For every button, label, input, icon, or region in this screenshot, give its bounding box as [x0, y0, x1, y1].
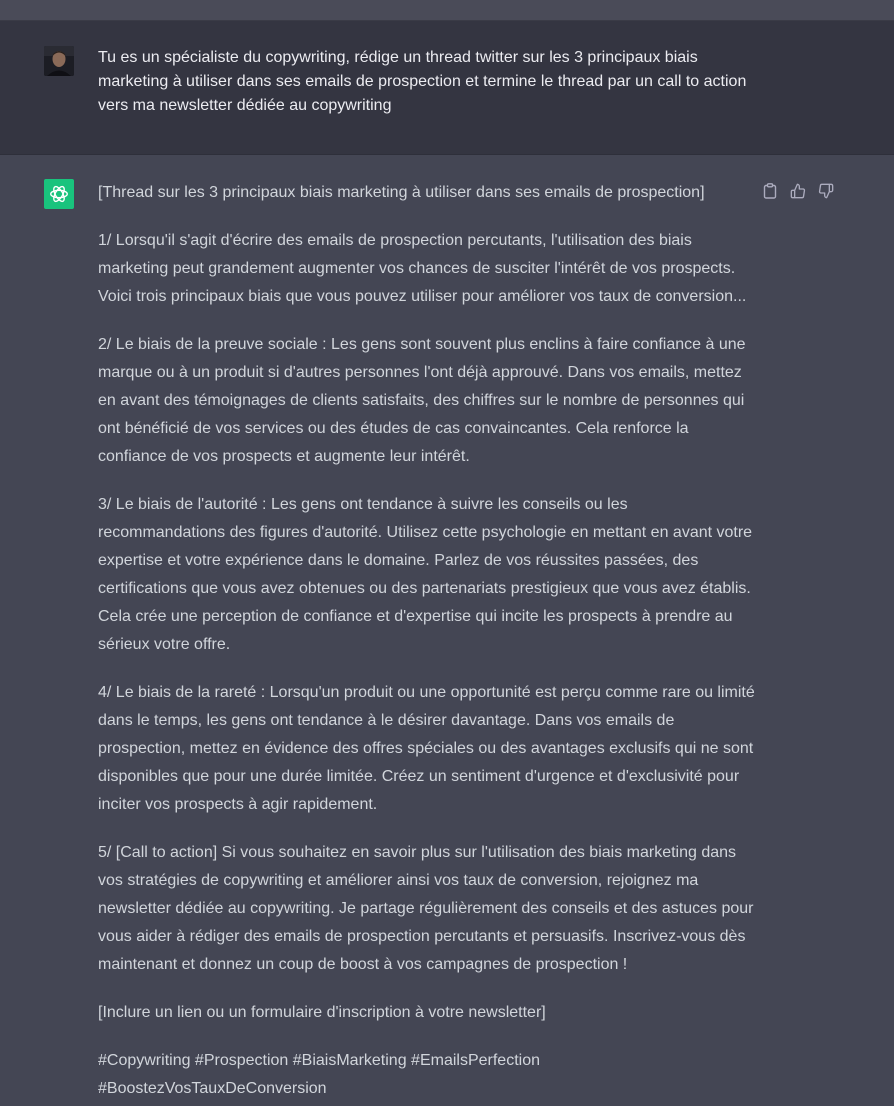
message-actions — [760, 181, 836, 201]
thread-item-4: 4/ Le biais de la rareté : Lorsqu'un produit ou une opportunité est perçu comme rare ou limité dans le temps, les gens ont tendance à le désirer davantage. Dans vos emails de prospection, mettez en évidence des offres spéciales ou des avantages exclusifs qui ne sont disponibles que pour une durée limitée. Créez un sentiment d'urgence et d'exclusivité pour inciter vos prospects à agir rapidement. — [98, 684, 755, 813]
thread-title: [Thread sur les 3 principaux biais marketing à utiliser dans ses emails de prospection] — [98, 184, 705, 201]
user-message-text: Tu es un spécialiste du copywriting, rédige un thread twitter sur les 3 principaux biais marketing à utiliser dans ses emails de prospection et termine le thread par un call to action vers ma newsletter dédiée au copywriting — [98, 49, 747, 114]
clipboard-icon[interactable] — [760, 181, 780, 201]
thread-item-1: 1/ Lorsqu'il s'agit d'écrire des emails de prospection percutants, l'utilisation des biais marketing peut grandement augmenter vos chances de susciter l'intérêt de vos prospects. Voici trois principaux biais que vous pouvez utiliser pour améliorer vos taux de conversion... — [98, 232, 747, 305]
assistant-message-content — [98, 179, 758, 1103]
openai-logo-icon — [44, 179, 74, 209]
user-message — [0, 21, 894, 155]
thread-item-3: 3/ Le biais de l'autorité : Les gens ont tendance à suivre les conseils ou les recommandations des figures d'autorité. Utilisez cette psychologie en mettant en avant votre expertise et votre expérience dans le domaine. Parlez de vos réussites passées, des certifications que vous avez obtenues ou des partenariats prestigieux que vous avez établis. Cela crée une perception de confiance et d'expertise qui incite les prospects à prendre au sérieux votre offre. — [98, 496, 753, 653]
assistant-message — [0, 155, 894, 1106]
hashtags — [98, 1047, 758, 1103]
thumbs-down-icon[interactable] — [816, 181, 836, 201]
hashtags-line-2: #BoostezVosTauxDeConversion — [98, 1080, 327, 1097]
thread-item-2: 2/ Le biais de la preuve sociale : Les gens sont souvent plus enclins à faire confiance à une marque ou à un produit si d'autres personnes l'ont déjà approuvé. Dans vos emails, mettez en avant des témoignages de clients satisfaits, des chiffres sur le nombre de personnes qui ont bénéficié de vos services ou des études de cas convaincantes. Cela renforce la confiance de vos prospects et augmente leur intérêt. — [98, 336, 746, 465]
thumbs-up-icon[interactable] — [788, 181, 808, 201]
thread-item-5: 5/ [Call to action] Si vous souhaitez en savoir plus sur l'utilisation des biais marketing dans vos stratégies de copywriting et améliorer ainsi vos taux de conversion, rejoignez ma newsletter dédiée au copywriting. Je partage régulièrement des conseils et des astuces pour vous aider à rédiger des emails de prospection percutants et persuasifs. Inscrivez-vous dès maintenant et donnez un coup de boost à vos campagnes de prospection ! — [98, 844, 754, 973]
newsletter-note: [Inclure un lien ou un formulaire d'inscription à votre newsletter] — [98, 1004, 546, 1021]
hashtags-line-1: #Copywriting #Prospection #BiaisMarketing #EmailsPerfection — [98, 1052, 540, 1069]
user-avatar — [44, 46, 74, 76]
previous-message-strip — [0, 0, 894, 21]
